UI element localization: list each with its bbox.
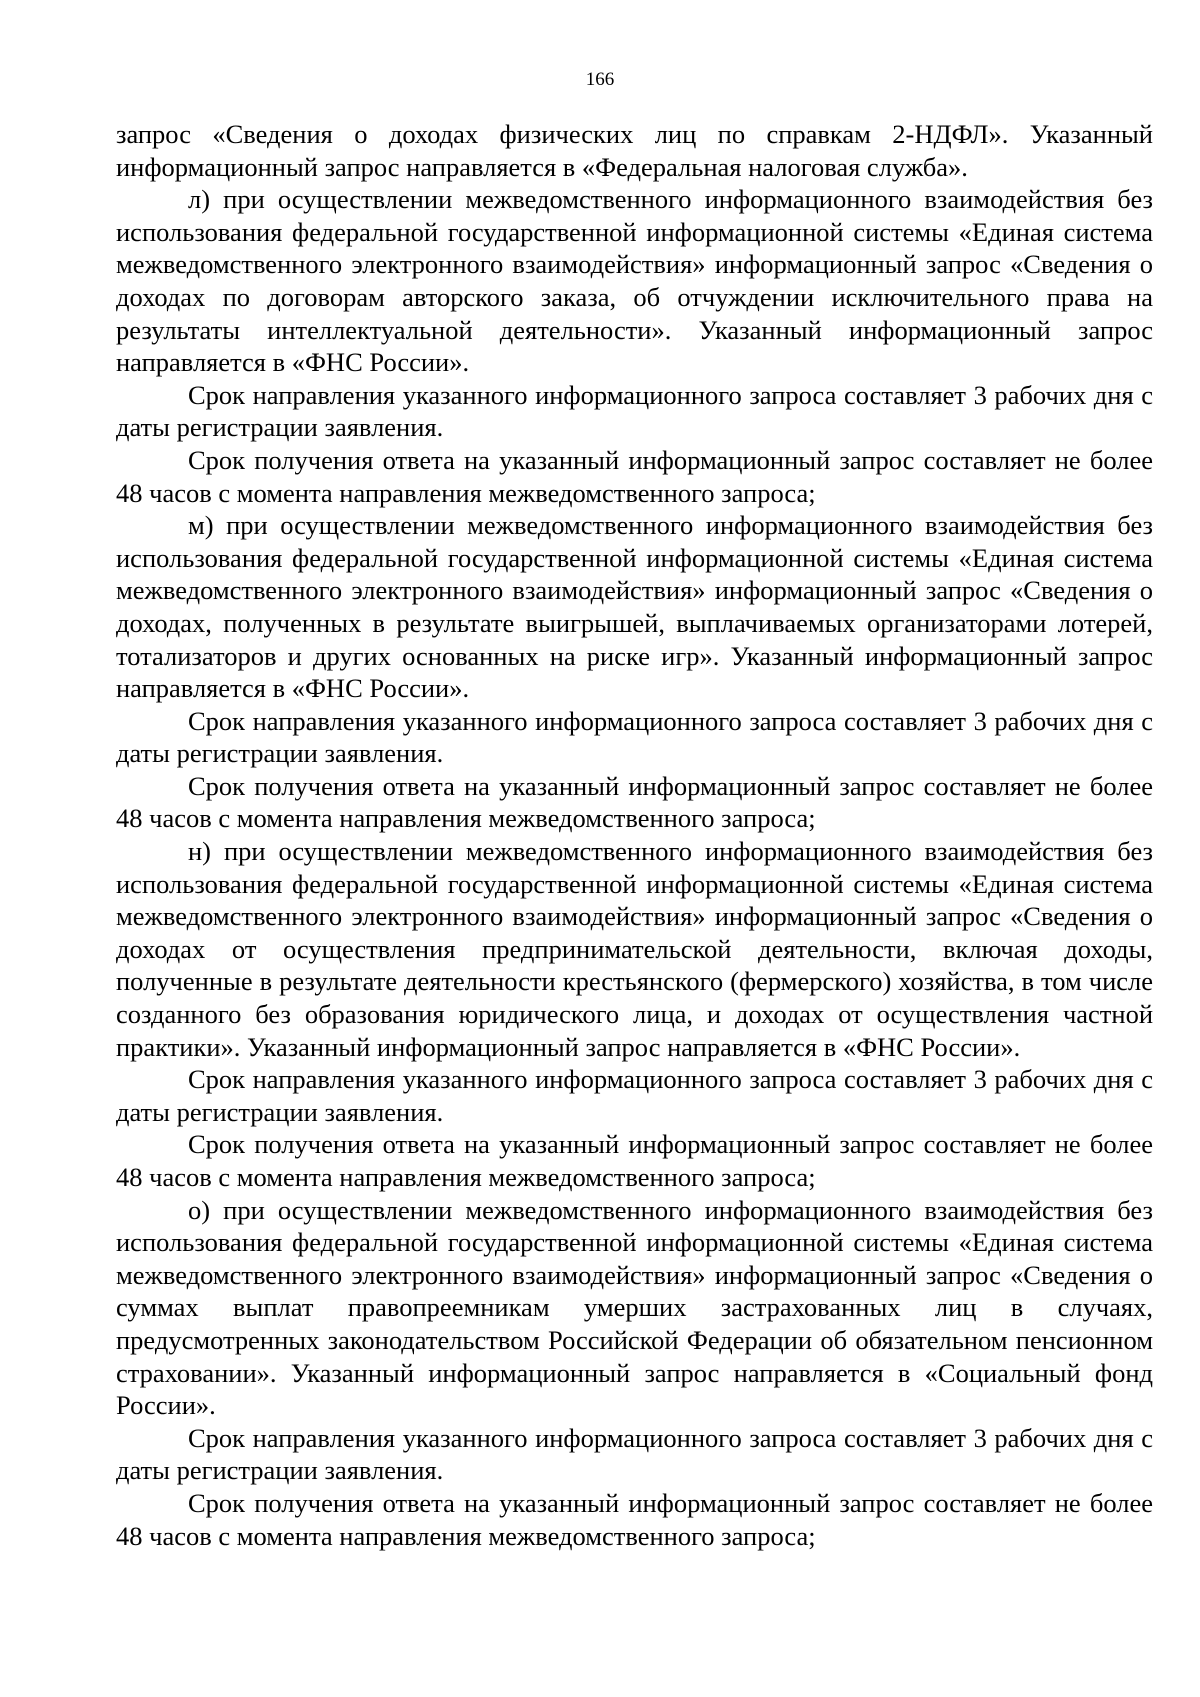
paragraph-response-deadline: Срок получения ответа на указанный информационный запрос составляет не более 48 часов с момента направления межведомственного запроса; (116, 1487, 1153, 1551)
paragraph-response-deadline: Срок получения ответа на указанный информационный запрос составляет не более 48 часов с момента направления межведомственного запроса; (116, 444, 1153, 508)
paragraph-response-deadline: Срок получения ответа на указанный информационный запрос составляет не более 48 часов с момента направления межведомственного запроса; (116, 1129, 1153, 1192)
paragraph-request-deadline: Срок направления указанного информационного запроса составляет 3 рабочих дня с даты регистрации заявления. (116, 705, 1153, 769)
paragraph-request-deadline: Срок направления указанного информационного запроса составляет 3 рабочих дня с даты регистрации заявления. (116, 1422, 1153, 1486)
paragraph-item-o: о) при осуществлении межведомственного информационного взаимодействия без использования федеральной государственной информационной системы «Единая система межведомственного электронного взаимодействия» информационный запрос «Сведения о суммах выплат правопреемникам умерших застрахованных лиц в случаях, предусмотренных законодательством Российской Федерации об обязательном пенсионном страховании». Указанный информационный запрос направляется в «Социальный фонд России». (116, 1194, 1153, 1421)
paragraph-request-deadline: Срок направления указанного информационного запроса составляет 3 рабочих дня с даты регистрации заявления. (116, 379, 1153, 443)
paragraph-item-l: л) при осуществлении межведомственного информационного взаимодействия без использования федеральной государственной информационной системы «Единая система межведомственного электронного взаимодействия» информационный запрос «Сведения о доходах по договорам авторского заказа, об отчуждении исключительного права на результаты интеллектуальной деятельности». Указанный информационный запрос направляется в «ФНС России». (116, 184, 1153, 378)
paragraph-request-deadline: Срок направления указанного информационного запроса составляет 3 рабочих дня с даты регистрации заявления. (116, 1064, 1153, 1127)
paragraph-continuation: запрос «Сведения о доходах физических лиц по справкам 2-НДФЛ». Указанный информационный запрос направляется в «Федеральная налоговая служба». (116, 119, 1153, 182)
paragraph-response-deadline: Срок получения ответа на указанный информационный запрос составляет не более 48 часов с момента направления межведомственного запроса; (116, 770, 1153, 834)
page-number: 166 (585, 69, 615, 90)
paragraph-item-n: н) при осуществлении межведомственного информационного взаимодействия без использования федеральной государственной информационной системы «Единая система межведомственного электронного взаимодействия» информационный запрос «Сведения о доходах от осуществления предпринимательской деятельности, включая доходы, полученные в результате деятельности крестьянского (фермерского) хозяйства, в том числе созданного без образования юридического лица, и доходах от осуществления частной практики». Указанный информационный запрос направляется в «ФНС России». (116, 836, 1153, 1062)
paragraph-item-m: м) при осуществлении межведомственного информационного взаимодействия без использования федеральной государственной информационной системы «Единая система межведомственного электронного взаимодействия» информационный запрос «Сведения о доходах, полученных в результате выигрышей, выплачиваемых организаторами лотерей, тотализаторов и других основанных на риске игр». Указанный информационный запрос направляется в «ФНС России». (116, 510, 1153, 704)
document-body (116, 118, 1153, 1552)
